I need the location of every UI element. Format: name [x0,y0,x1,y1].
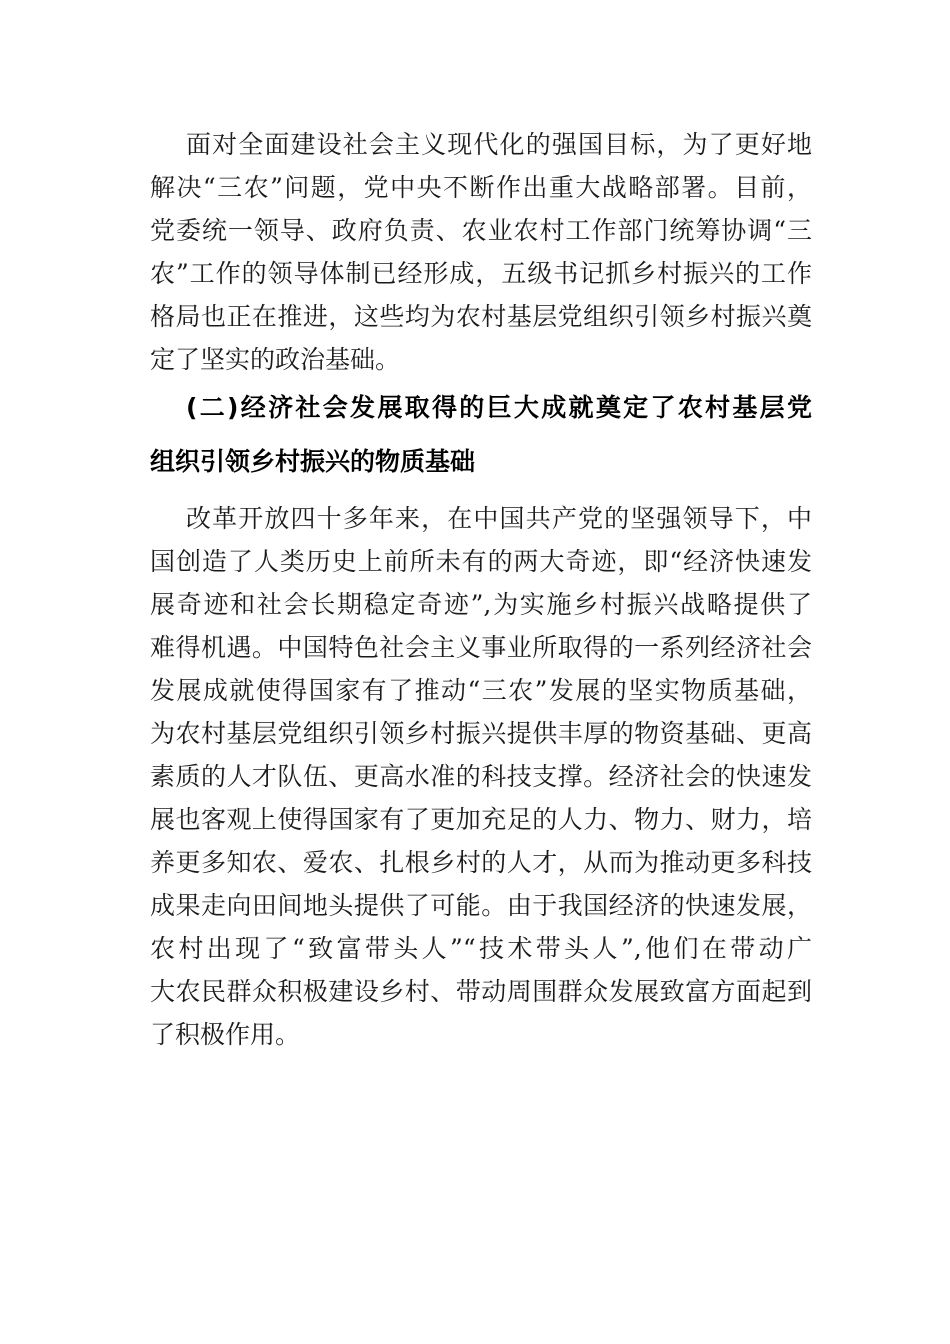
paragraph-line: 农村出现了“致富带头人”“技术带头人”,他们在带动广 [150,934,812,963]
paragraph-line: 成果走向田间地头提供了可能。由于我国经济的快速发展， [150,891,812,920]
heading-line: 组织引领乡村振兴的物质基础 [150,447,476,476]
heading-line: (二)经济社会发展取得的巨大成就奠定了农村基层党 [186,393,812,422]
paragraph-line: 发展成就使得国家有了推动“三农”发展的坚实物质基础， [150,676,812,705]
paragraph-line: 农”工作的领导体制已经形成，五级书记抓乡村振兴的工作 [150,259,812,288]
paragraph-line: 大农民群众积极建设乡村、带动周围群众发展致富方面起到 [150,977,812,1006]
paragraph-line: 养更多知农、爱农、扎根乡村的人才，从而为推动更多科技 [150,848,812,877]
paragraph-line: 面对全面建设社会主义现代化的强国目标，为了更好地 [186,130,812,159]
paragraph-line: 了积极作用。 [150,1020,301,1049]
paragraph-line: 难得机遇。中国特色社会主义事业所取得的一系列经济社会 [150,633,812,662]
paragraph-line: 素质的人才队伍、更高水准的科技支撑。经济社会的快速发 [150,762,812,791]
paragraph-line: 解决“三农”问题，党中央不断作出重大战略部署。目前， [150,173,812,202]
paragraph-line: 为农村基层党组织引领乡村振兴提供丰厚的物资基础、更高 [150,719,812,748]
paragraph-line: 展也客观上使得国家有了更加充足的人力、物力、财力，培 [150,805,812,834]
paragraph-line: 改革开放四十多年来，在中国共产党的坚强领导下，中 [186,504,812,533]
paragraph-line: 党委统一领导、政府负责、农业农村工作部门统筹协调“三 [150,216,812,245]
paragraph-line: 定了坚实的政治基础。 [150,345,401,374]
paragraph-line: 国创造了人类历史上前所未有的两大奇迹，即“经济快速发 [150,547,812,576]
paragraph-line: 展奇迹和社会长期稳定奇迹”,为实施乡村振兴战略提供了 [150,590,812,619]
paragraph-line: 格局也正在推进，这些均为农村基层党组织引领乡村振兴奠 [150,302,812,331]
